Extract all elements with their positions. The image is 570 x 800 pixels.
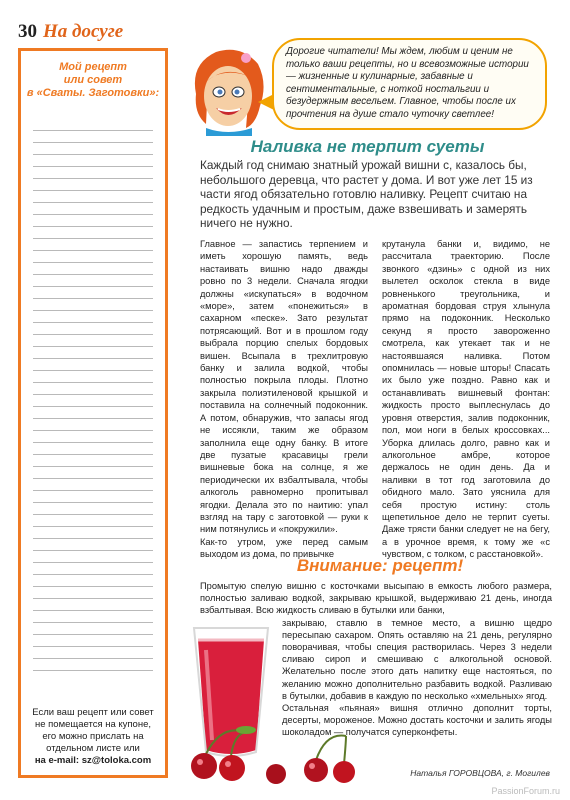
recipe-paragraph: Промытую спелую вишню с косточками высыпаю в емкость любого размера, полностью заливаю водкой, закрываю крышкой, выдерживаю 21 день, иногда взбалтывая. Всю жидкость сливаю в бутылки или банки,	[200, 581, 552, 616]
coupon-footer-line: его можно прислать на	[42, 731, 144, 742]
recipe-title: Внимание: рецепт!	[296, 556, 464, 575]
article-lead: Каждый год снимаю знатный урожай вишни с, казалось бы, небольшого деревца, что растет у дома. И вот уже лет 15 из части ягод обязательно готовлю наливку. Рецепт считаю на редкость удачным и простым, даже взвешивать и замерять ничего не нужно.	[200, 158, 533, 230]
section-title: На досуге	[43, 21, 124, 42]
coupon-footer	[25, 707, 161, 767]
recipe-coupon	[18, 48, 168, 778]
coupon-write-lines[interactable]	[33, 119, 153, 679]
coupon-footer-line: не помещается на купоне,	[34, 719, 152, 730]
coupon-title-line: или совет	[63, 74, 123, 86]
recipe-text	[200, 580, 552, 739]
watermark: PassionForum.ru	[491, 786, 560, 796]
coupon-footer-line: отдельном листе или	[46, 743, 140, 754]
page-header	[18, 20, 123, 44]
editor-speech-bubble	[272, 38, 547, 130]
page-number: 30	[18, 21, 37, 42]
article-column-right	[382, 238, 550, 561]
email-label: на e-mail:	[34, 755, 80, 766]
speech-bubble-tail	[258, 94, 274, 110]
email-link[interactable]: sz@toloka.com	[81, 755, 152, 766]
coupon-title	[21, 61, 165, 100]
coupon-title-line: Мой рецепт	[59, 61, 127, 73]
paragraph: крутанула банки и, видимо, не рассчитала траекторию. После звонкого «дзинь» с одной из них вылетел осколок стекла в виде ровненького треугольника, и ароматная бордовая струя хлынула прямо на подоконник. Несколько секунд я просто завороженно смотрела, как утекает так и не настоявшаяся наливка. Потом опомнилась — новые шторы! Спасать их было уже поздно. Равно как и останавливать вишневый фонтан: жидкость просто выплеснулась до уровня отверстия, залив подоконник, пол, мои ноги в белых кроссовках... Уборка длилась долго, равно как и алкогольное амбре, которое держалось не один день. Да и наливки в тот год заготовила до обидного мало. Зато уяснила для себя простую истину: столь щепетильное дело не терпит суеты. Даже трясти банки следует не на бегу, а в урочное время, к тому же «с чувством, с толком, с расстановкой».	[382, 239, 550, 560]
author-signature: Наталья ГОРОВЦОВА, г. Могилев	[410, 768, 550, 778]
paragraph: Главное — запастись терпением и иметь хорошую память, ведь настаивать вишню надо дважды ровно по 3 недели. Сначала ягодки должны «искупаться» в водочном «море», затем «понежиться» в сахарном «песке». Зато результат потрясающий. Вот и в прошлом году выбрала порцию спелых бордовых вишен. Всыпала в трехлитровую банку и залила водкой, чтобы полностью покрыла плоды. Плотно закрыла полиэтиленовой крышкой и поставила на солнечный подоконник. А потом, обнаружив, что запасы ягод не иссякли, таким же образом заполнила еще одну банку. В итоге две пузатые красавицы грели вишневые бока на солнце, я же периодически их взбалтывала, чтобы алкоголь равномерно пропитывал ягодки. Делала это по наитию: упал взгляд на тару с заготовкой — руки к ним потянулись и «покружили».	[200, 239, 368, 535]
article-title: Наливка не терпит суеты	[250, 137, 485, 156]
editor-avatar	[186, 44, 270, 136]
article-column-left	[200, 238, 368, 561]
coupon-title-line: в «Сваты. Заготовки»:	[26, 87, 160, 99]
paragraph: Как-то утром, уже перед самым выходом из дома, по привычке	[200, 536, 368, 560]
recipe-paragraph: закрываю, ставлю в темное место, а вишню щедро пересыпаю сахаром. Опять оставляю на 21 день, регулярно поворачивая, чтобы специя растворилась. Через 3 недели сливаю сироп и смешиваю с алкогольной основой. Желательно после этого дать напитку еще настояться, по желанию можно дополнительно разбавить водкой. Разливаю в бутылки, добавив в каждую по несколько «хмельных» ягод.	[282, 617, 552, 701]
recipe-paragraph: Остальная «пьяная» вишня отлично дополнит торты, десерты, мороженое. Можно достать косточки и залить ягоды шоколадом — получатся суперконфеты.	[282, 703, 552, 738]
editor-message: Дорогие читатели! Мы ждем, любим и ценим не только ваши рецепты, но и всевозможные истории — жизненные и кулинарные, забавные и сентиментальные, с ноткой ностальгии и безудержным весельем. Главное, чтобы после их прочтения на душе стало чуточку светлее!	[286, 46, 529, 120]
coupon-footer-line: Если ваш рецепт или совет	[32, 707, 154, 718]
